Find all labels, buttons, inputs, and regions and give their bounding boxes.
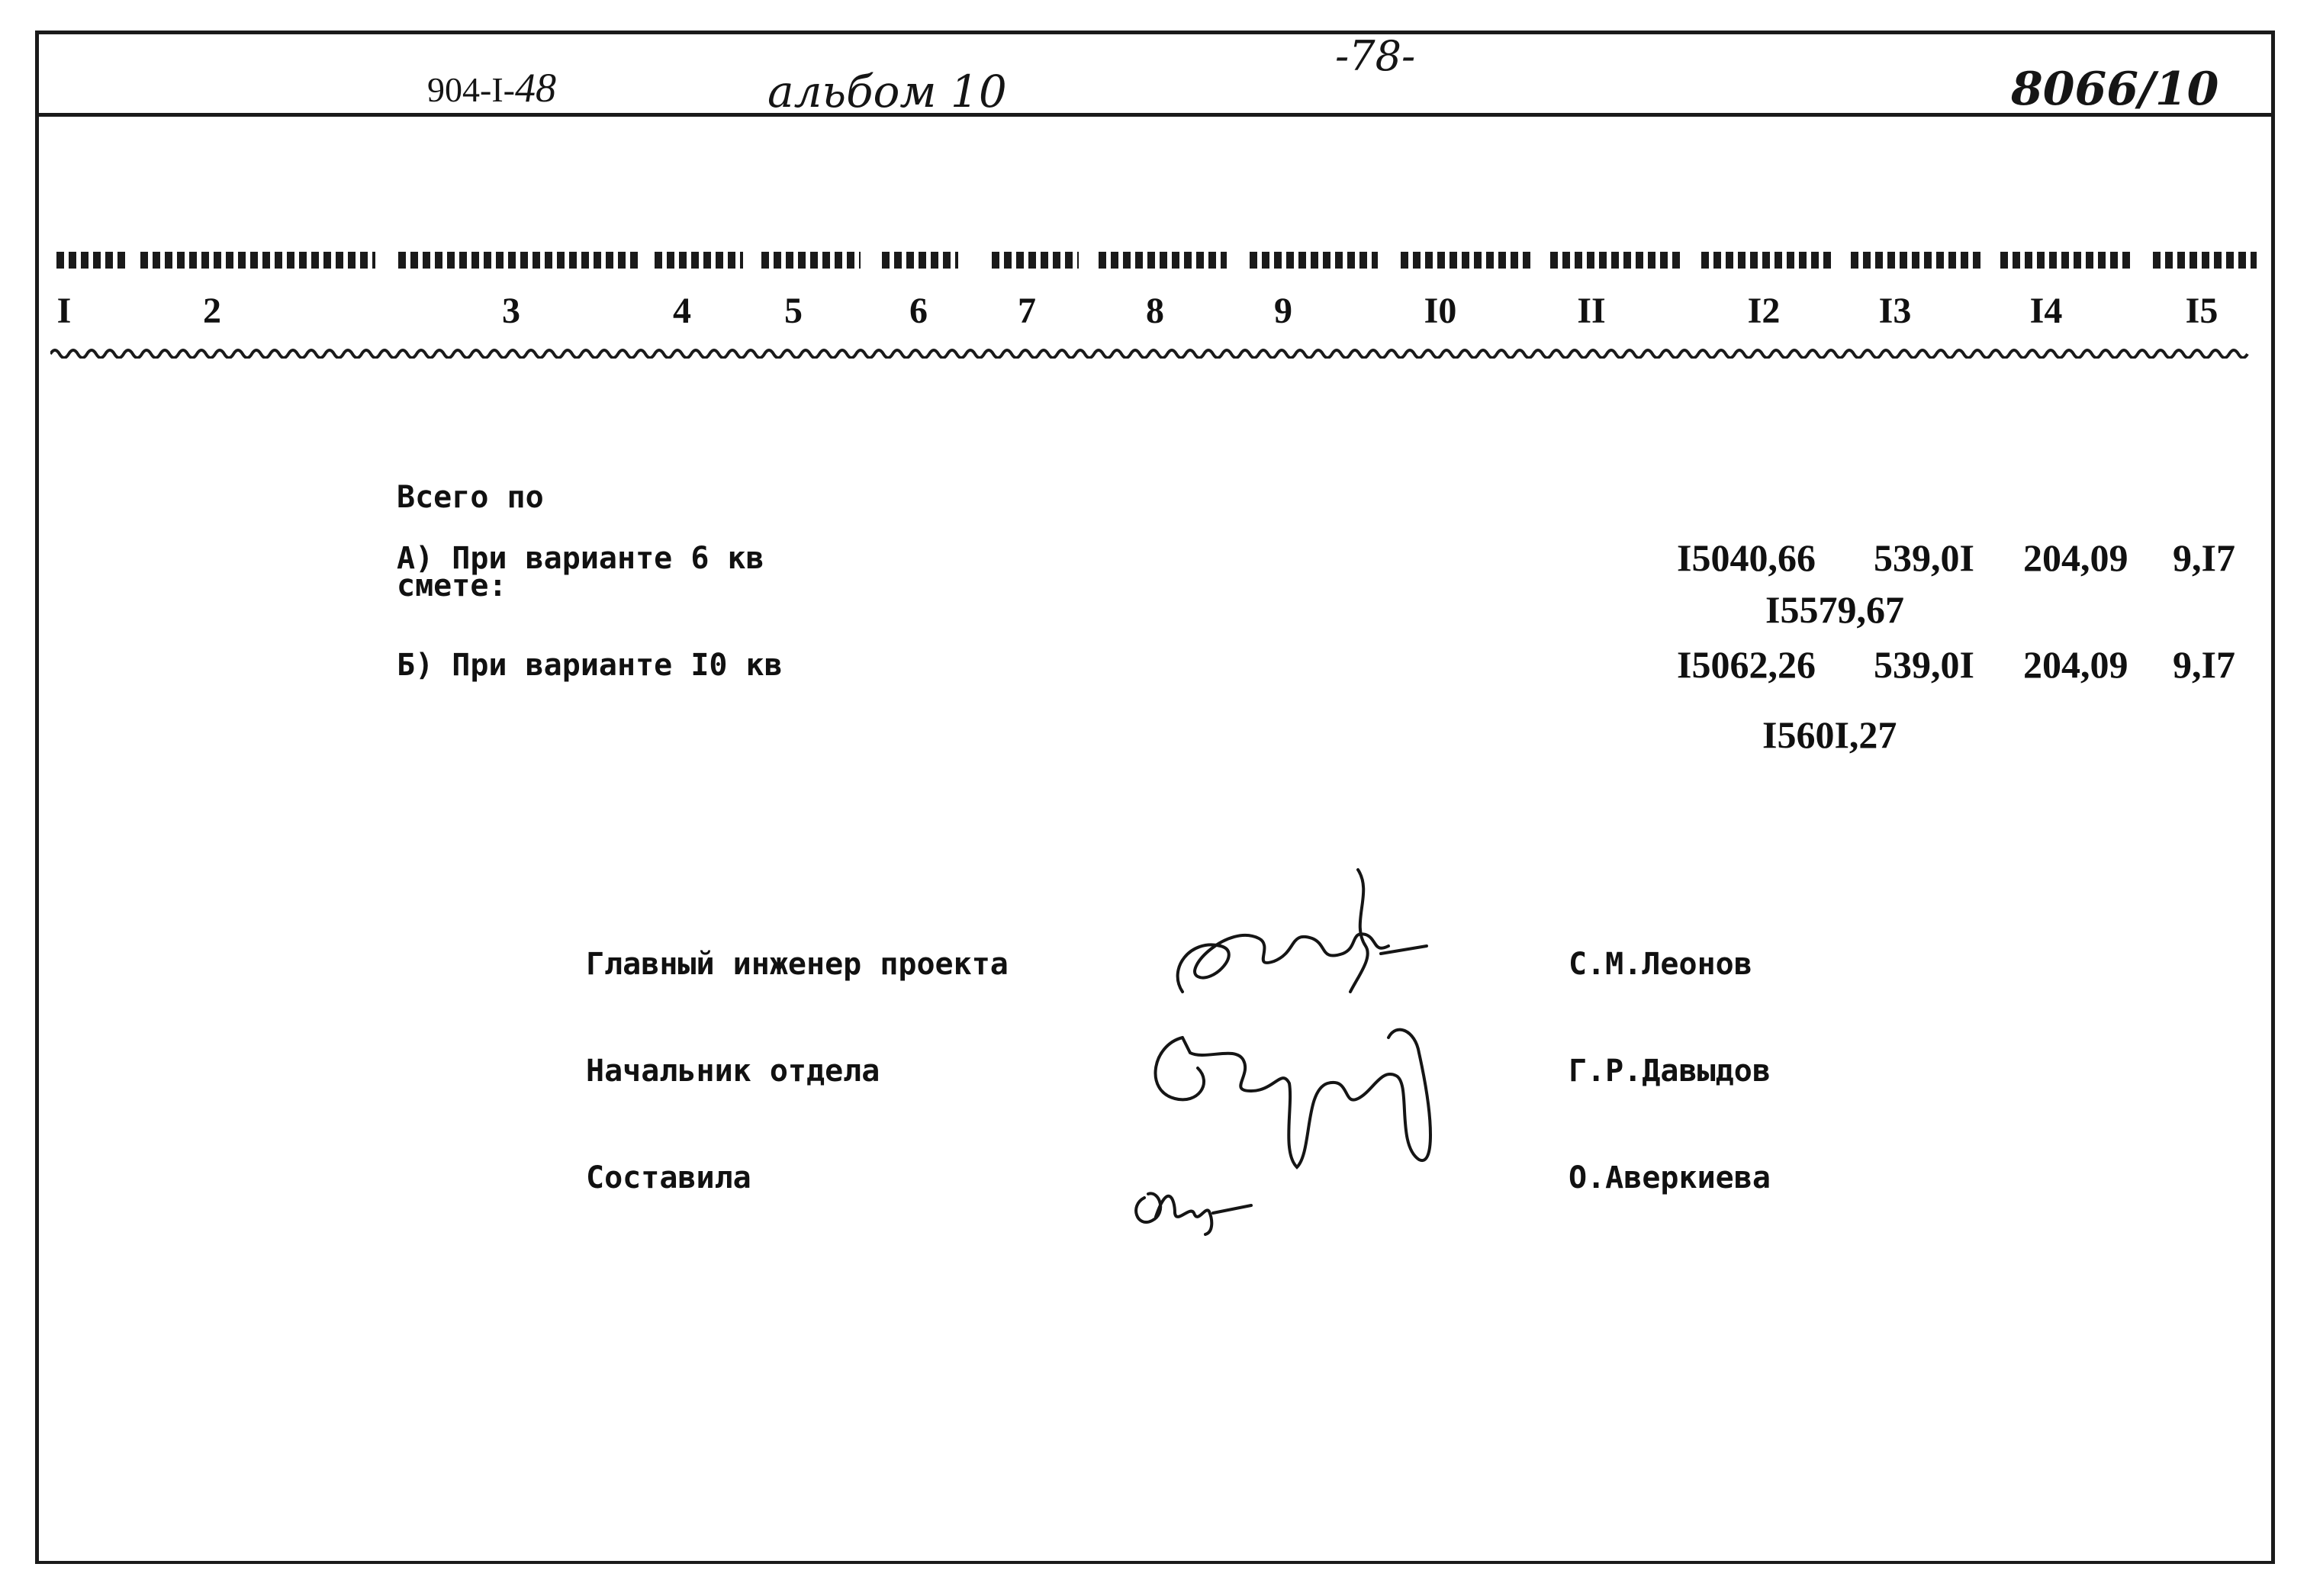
column-number: I3 bbox=[1878, 291, 1912, 331]
total-label bbox=[397, 421, 544, 632]
total-label-line2: смете: bbox=[397, 568, 507, 603]
signature-compiler bbox=[1121, 1152, 1274, 1236]
column-number: I4 bbox=[2029, 291, 2063, 331]
variant-a-col15: 9,I7 bbox=[2173, 536, 2235, 579]
inventory-number: 8066/10 bbox=[2011, 63, 2219, 116]
column-number: 9 bbox=[1274, 291, 1292, 331]
dash-segment bbox=[992, 252, 1079, 269]
dash-segment bbox=[2153, 252, 2257, 269]
variant-a-col13: 539,0I bbox=[1874, 536, 1974, 579]
signature-name: С.М.Леонов bbox=[1569, 947, 1752, 982]
variant-b-label: Б) При варианте I0 кв bbox=[397, 648, 783, 683]
signature-role: Главный инженер проекта bbox=[586, 947, 1009, 982]
signature-role: Начальник отдела bbox=[586, 1054, 880, 1089]
page-number: -78- bbox=[1335, 32, 1416, 80]
dash-segment bbox=[1250, 252, 1378, 269]
variant-b-col12: I5062,26 bbox=[1677, 643, 1816, 686]
dash-segment bbox=[761, 252, 861, 269]
column-number: 2 bbox=[203, 291, 221, 331]
dash-segment bbox=[1701, 252, 1832, 269]
variant-b-col14: 204,09 bbox=[2023, 643, 2128, 686]
dash-segment bbox=[1099, 252, 1227, 269]
variant-b-col15: 9,I7 bbox=[2173, 643, 2235, 686]
variant-a-col12: I5040,66 bbox=[1677, 536, 1816, 579]
dash-segment bbox=[140, 252, 375, 269]
doc-code-handwritten: 48 bbox=[514, 65, 556, 111]
column-number: 4 bbox=[673, 291, 691, 331]
dash-segment bbox=[56, 252, 125, 269]
dash-segment bbox=[1401, 252, 1530, 269]
dash-segment bbox=[398, 252, 639, 269]
album-label: альбом 10 bbox=[767, 66, 1007, 117]
dash-segment bbox=[1851, 252, 1980, 269]
signature-name: О.Аверкиева bbox=[1569, 1160, 1771, 1195]
doc-code bbox=[427, 64, 556, 111]
column-number: 5 bbox=[784, 291, 803, 331]
dash-segment bbox=[2000, 252, 2132, 269]
column-dash-row bbox=[56, 252, 2257, 269]
column-number: 7 bbox=[1018, 291, 1036, 331]
variant-b-sum: I560I,27 bbox=[1762, 713, 1897, 756]
header-wavy-rule bbox=[50, 345, 2263, 359]
dash-segment bbox=[882, 252, 958, 269]
column-number: I5 bbox=[2185, 291, 2219, 331]
doc-code-printed: 904-I- bbox=[427, 70, 515, 109]
total-label-line1: Всего по bbox=[397, 480, 544, 515]
signature-role: Составила bbox=[586, 1160, 751, 1195]
signature-chief-engineer bbox=[1160, 862, 1434, 1007]
variant-b-col13: 539,0I bbox=[1874, 643, 1974, 686]
dash-segment bbox=[1550, 252, 1683, 269]
column-number: 8 bbox=[1146, 291, 1164, 331]
column-number: I0 bbox=[1424, 291, 1457, 331]
column-number: II bbox=[1577, 291, 1606, 331]
column-number: 6 bbox=[909, 291, 928, 331]
signature-name: Г.Р.Давыдов bbox=[1569, 1054, 1771, 1089]
column-number: 3 bbox=[502, 291, 520, 331]
variant-a-sum: I5579,67 bbox=[1765, 588, 1904, 631]
column-number: I bbox=[56, 291, 72, 331]
variant-a-col14: 204,09 bbox=[2023, 536, 2128, 579]
header-rule bbox=[35, 113, 2275, 117]
dash-segment bbox=[655, 252, 743, 269]
variant-a-label: А) При варианте 6 кв bbox=[397, 541, 764, 576]
column-number: I2 bbox=[1747, 291, 1781, 331]
